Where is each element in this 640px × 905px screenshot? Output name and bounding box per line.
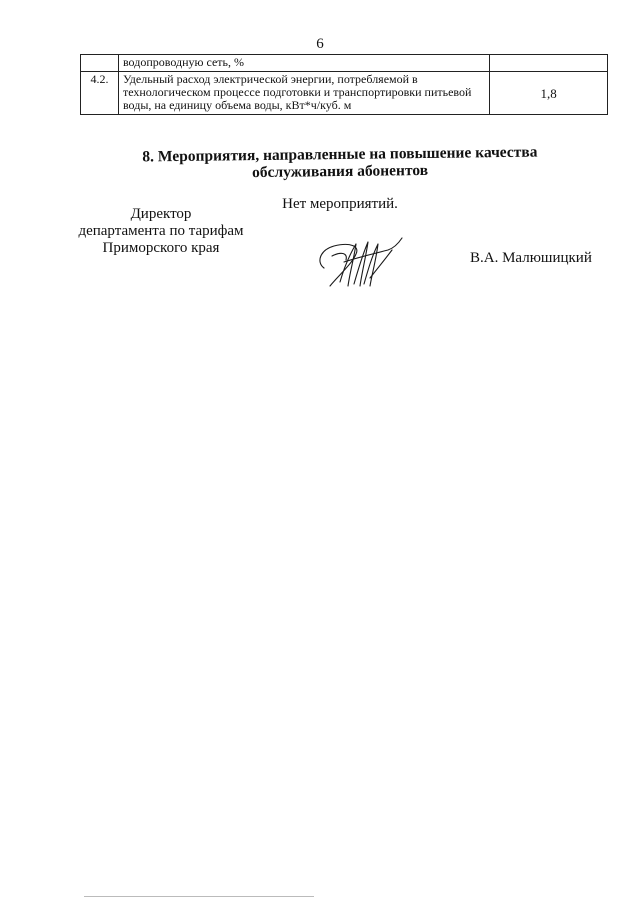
- signer-name: В.А. Малюшицкий: [470, 250, 592, 266]
- section-heading-line-1: 8. Мероприятия, направленные на повышение качества: [142, 143, 538, 166]
- table-row: [81, 72, 608, 115]
- page-number: 6: [316, 36, 324, 52]
- bottom-divider: [84, 896, 314, 897]
- row-value-cell: 1,8: [490, 72, 608, 115]
- signer-title: [66, 206, 256, 257]
- row-number-cell: [81, 55, 119, 72]
- row-value-cell: [490, 55, 608, 72]
- table-row: [81, 55, 608, 72]
- signer-title-line-1: Директор: [130, 206, 192, 222]
- row-number-cell: 4.2.: [81, 72, 119, 115]
- no-measures-note: Нет мероприятий.: [282, 196, 398, 212]
- row-description-cell: водопроводную сеть, %: [118, 55, 489, 72]
- row-description-cell: Удельный расход электрической энергии, потребляемой в технологическом процессе подготовки и транспортировки питьевой воды, на единицу объема воды, кВт*ч/куб. м: [118, 72, 489, 115]
- indicators-table: [80, 54, 608, 115]
- section-heading-line-2: обслуживания абонентов: [252, 161, 429, 182]
- signer-title-line-2: департамента по тарифам: [78, 223, 244, 239]
- signer-title-line-3: Приморского края: [102, 240, 220, 256]
- handwritten-signature: [310, 232, 410, 292]
- section-heading: [120, 143, 560, 182]
